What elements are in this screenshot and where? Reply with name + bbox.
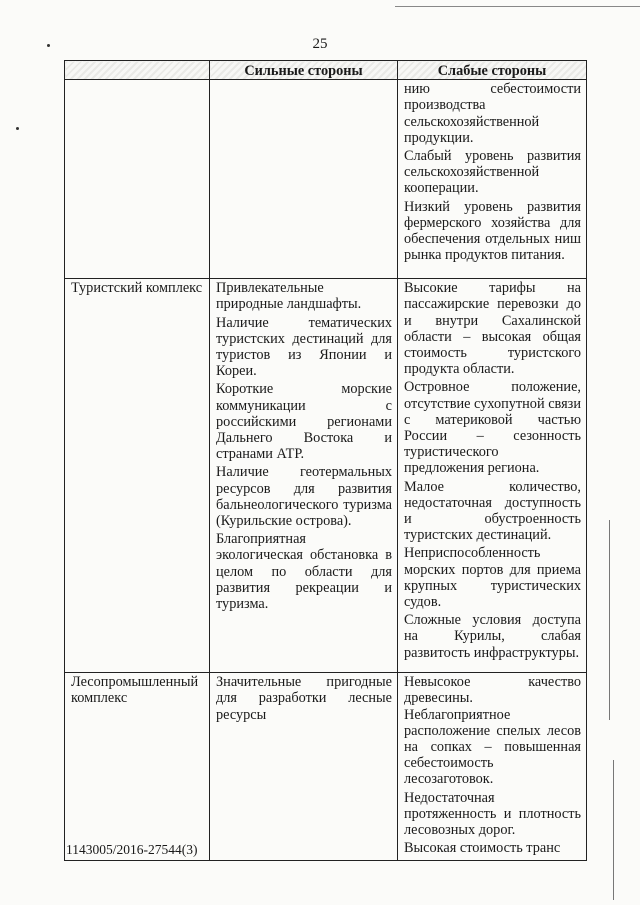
header-sector [65, 61, 210, 80]
strengths-cell [210, 279, 398, 673]
scan-margin-line [609, 520, 610, 720]
weakness-item: Малое количество, недостаточная доступность и обустроенность туристских дестинаций. [404, 478, 581, 544]
weaknesses-cell [398, 80, 587, 279]
table-row [65, 279, 587, 673]
scan-margin-line [613, 760, 614, 900]
sector-cell: Лесопромышленный комплекс [65, 673, 210, 861]
table-row [65, 80, 587, 279]
strength-item: Благоприятная экологическая обстановка в целом по области для развития рекреации и туризма. [216, 531, 392, 613]
weakness-item: Сложные условия доступа на Курилы, слабая развитость инфраструктуры. [404, 612, 581, 661]
sector-cell: Туристский комплекс [65, 279, 210, 673]
weakness-item: Невысокое качество древесины. Неблагоприятное расположение спелых лесов на сопках – повышенная себестоимость лесозаготовок. [404, 674, 581, 788]
strength-item: Наличие геотермальных ресурсов для развития бальнеологического туризма (Курильские острова). [216, 464, 392, 530]
scan-top-rule [395, 6, 640, 7]
strength-item: Привлекательные природные ландшафты. [216, 280, 362, 313]
strength-item: Наличие тематических туристских дестинаций для туристов из Японии и Кореи. [216, 314, 392, 380]
strength-item: Значительные пригодные для разработки лесные ресурсы [216, 674, 392, 723]
table-row [65, 673, 587, 861]
strengths-cell [210, 673, 398, 861]
weakness-item: Недостаточная протяженность и плотность лесовозных дорог. [404, 789, 581, 839]
strength-item: Короткие морские коммуникации с российскими регионами Дальнего Востока и странами АТР. [216, 381, 392, 463]
document-footer-code: 1143005/2016-27544(3) [66, 842, 198, 857]
strengths-cell [210, 80, 398, 279]
weakness-item: нию себестоимости производства сельскохозяйственной продукции. [404, 81, 581, 146]
header-strengths: Сильные стороны [210, 61, 398, 80]
weaknesses-cell [398, 279, 587, 673]
weakness-item: Островное положение, отсутствие сухопутной связи с материковой частью России – сезонность туристического предложения региона. [404, 379, 581, 477]
weakness-item: Высокая стоимость транс [404, 840, 561, 857]
header-weaknesses: Слабые стороны [398, 61, 587, 80]
scan-speck [16, 127, 19, 130]
weakness-item: Низкий уровень развития фермерского хозяйства для обеспечения отдельных ниш рынка продуктов питания. [404, 198, 581, 264]
page-number: 25 [312, 36, 328, 52]
weakness-item: Высокие тарифы на пассажирские перевозки до и внутри Сахалинской области – высокая общая стоимость туристского продукта области. [404, 280, 581, 378]
weakness-item: Слабый уровень развития сельскохозяйственной кооперации. [404, 148, 581, 197]
table-header-row [65, 61, 587, 80]
weakness-item: Неприспособленность морских портов для приема крупных туристических судов. [404, 545, 581, 611]
weaknesses-cell [398, 673, 587, 861]
sector-cell [65, 80, 210, 279]
swot-table [64, 60, 587, 861]
